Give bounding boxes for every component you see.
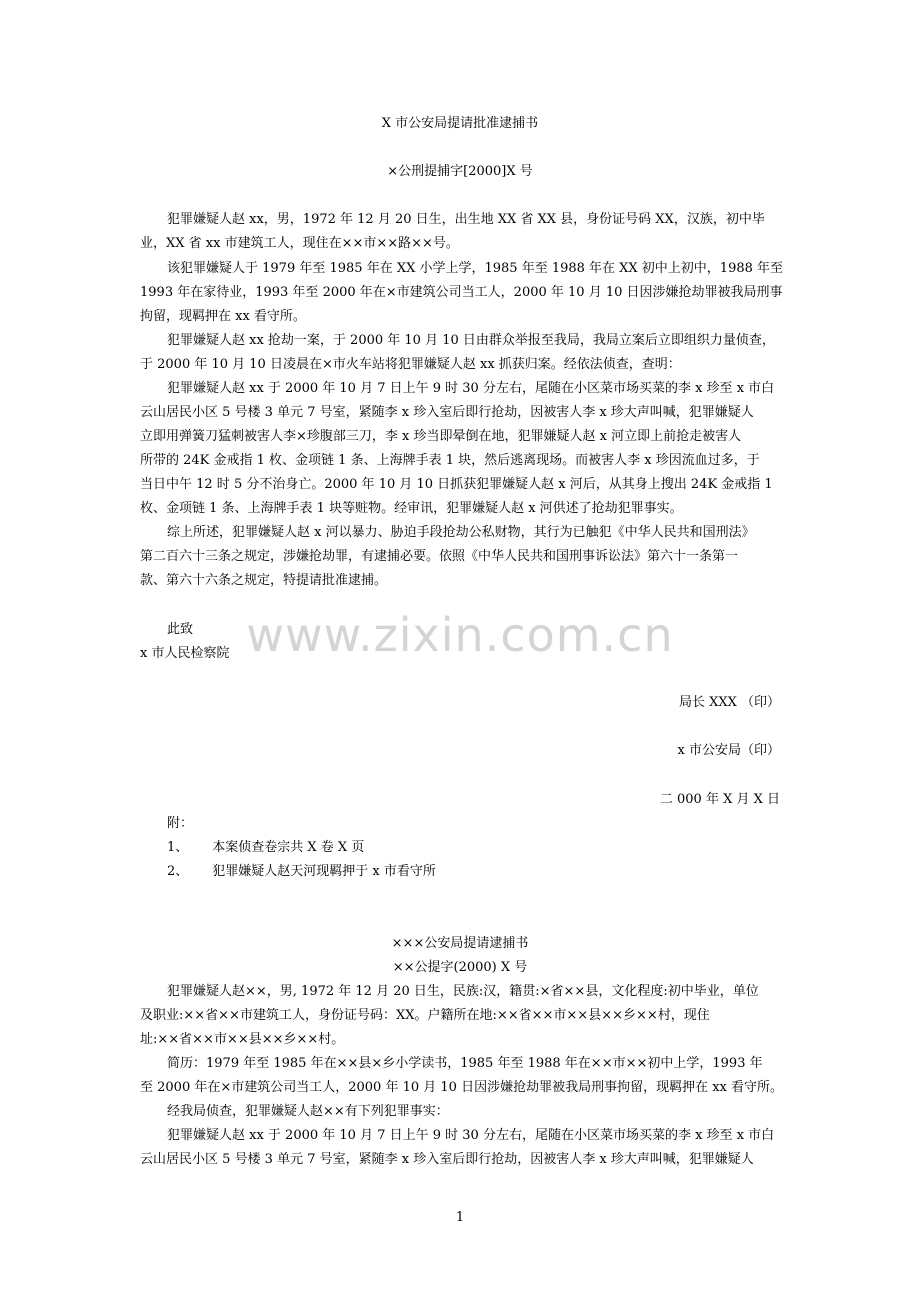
doc2-title: ×××公安局提请逮捕书 <box>391 936 529 951</box>
doc1-title: X 市公安局提请批准逮捕书 <box>381 116 539 131</box>
doc1-body-line: 综上所述，犯罪嫌疑人赵 x 河以暴力、胁迫手段抢劫公私财物，其行为已触犯《中华人民共和国刑法》 <box>167 525 755 540</box>
doc2-body-line: 犯罪嫌疑人赵 xx 于 2000 年 10 月 7 日上午 9 时 30 分左右，尾随在小区菜市场买菜的李 x 珍至 x 市白 <box>167 1128 775 1143</box>
doc2-reference-number: ××公提字(2000) X 号 <box>392 960 528 975</box>
doc2-body-line: 经我局侦查，犯罪嫌疑人赵××有下列犯罪事实： <box>167 1104 449 1119</box>
doc2-body-line: 及职业:××省××市建筑工人，身份证号码：XX。户籍所在地:××省××市××县××乡××村，现住 <box>140 1008 710 1023</box>
attachment-number: 2、 <box>167 864 189 879</box>
doc2-body-line: 至 2000 年在×市建筑公司当工人，2000 年 10 月 10 日因涉嫌抢劫罪被我局刑事拘留，现羁押在 xx 看守所。 <box>140 1080 783 1095</box>
doc2-body-line: 简历：1979 年至 1985 年在××县×乡小学读书，1985 年至 1988 年在××市××初中上学，1993 年 <box>167 1056 763 1071</box>
doc1-body-line: 枚、金项链 1 条、上海牌手表 1 块等赃物。经审讯，犯罪嫌疑人赵 x 河供述了抢劫犯罪事实。 <box>140 501 683 516</box>
watermark: www.zixin.com.cn <box>246 608 674 662</box>
doc1-body-line: 拘留，现羁押在 xx 看守所。 <box>140 309 306 324</box>
doc1-body-line: 犯罪嫌疑人赵 xx 于 2000 年 10 月 7 日上午 9 时 30 分左右，尾随在小区菜市场买菜的李 x 珍至 x 市白 <box>167 381 775 396</box>
attachment-text: 犯罪嫌疑人赵天河现羁押于 x 市看守所 <box>212 864 436 879</box>
doc1-body-line: 犯罪嫌疑人赵 xx 抢劫一案，于 2000 年 10 月 10 日由群众举报至我局，我局立案后立即组织力量侦查， <box>167 333 775 348</box>
doc1-body-line: 当日中午 12 时 5 分不治身亡。2000 年 10 月 10 日抓获犯罪嫌疑人赵 x 河后，从其身上搜出 24K 金戒指 1 <box>140 477 773 492</box>
doc1-body-line: 犯罪嫌疑人赵 xx，男，1972 年 12 月 20 日生，出生地 XX 省 XX 县，身份证号码 XX，汉族，初中毕 <box>167 212 765 227</box>
attachment-number: 1、 <box>167 840 189 855</box>
attachment-text: 本案侦查卷宗共 X 卷 X 页 <box>212 840 365 855</box>
doc2-body-line: 犯罪嫌疑人赵××，男, 1972 年 12 月 20 日生，民族:汉，籍贯:×省××县，文化程度:初中毕业，单位 <box>167 984 759 999</box>
doc1-signer: 局长 XXX （印） <box>678 695 780 710</box>
doc1-body-line: 业，XX 省 xx 市建筑工人，现住在××市××路××号。 <box>140 236 459 251</box>
doc1-body-line: 1993 年在家待业，1993 年至 2000 年在×市建筑公司当工人，2000 年 10 月 10 日因涉嫌抢劫罪被我局刑事 <box>140 285 783 300</box>
doc1-body-line: 立即用弹簧刀猛刺被害人李×珍腹部三刀，李 x 珍当即晕倒在地，犯罪嫌疑人赵 x 河立即上前抢走被害人 <box>140 429 742 444</box>
doc1-attachment-label: 附： <box>167 816 194 831</box>
doc1-salutation: 此致 <box>167 622 194 637</box>
doc1-body-line: 所带的 24K 金戒指 1 枚、金项链 1 条、上海牌手表 1 块，然后逃离现场。而被害人李 x 珍因流血过多，于 <box>140 453 760 468</box>
doc2-body-line: 云山居民小区 5 号楼 3 单元 7 号室，紧随李 x 珍入室后即行抢劫，因被害人李 x 珍大声叫喊，犯罪嫌疑人 <box>140 1152 754 1167</box>
doc1-body-line: 该犯罪嫌疑人于 1979 年至 1985 年在 XX 小学上学，1985 年至 1988 年在 XX 初中上初中，1988 年至 <box>167 261 784 276</box>
doc1-body-line: 于 2000 年 10 月 10 日凌晨在×市火车站将犯罪嫌疑人赵 xx 抓获归案。经依法侦查，查明： <box>140 357 681 372</box>
doc1-body-line: 云山居民小区 5 号楼 3 单元 7 号室，紧随李 x 珍入室后即行抢劫，因被害人李 x 珍大声叫喊，犯罪嫌疑人 <box>140 405 754 420</box>
doc1-date: 二 000 年 X 月 X 日 <box>659 792 780 807</box>
doc1-body-line: 第二百六十三条之规定，涉嫌抢劫罪，有逮捕必要。依照《中华人民共和国刑事诉讼法》第六十一条第一 <box>140 549 739 564</box>
doc1-body-line: 款、第六十六条之规定，特提请批准逮捕。 <box>140 573 388 588</box>
doc1-issuer: x 市公安局（印） <box>677 743 780 758</box>
doc1-attachment-item <box>140 863 780 881</box>
doc1-recipient: x 市人民检察院 <box>140 646 230 661</box>
doc1-attachment-item <box>140 839 780 857</box>
page-number: 1 <box>455 1210 465 1225</box>
doc2-body-line: 址:××省××市××县××乡××村。 <box>140 1032 345 1047</box>
doc1-reference-number: ×公刑提捕字[2000]X 号 <box>387 164 533 179</box>
